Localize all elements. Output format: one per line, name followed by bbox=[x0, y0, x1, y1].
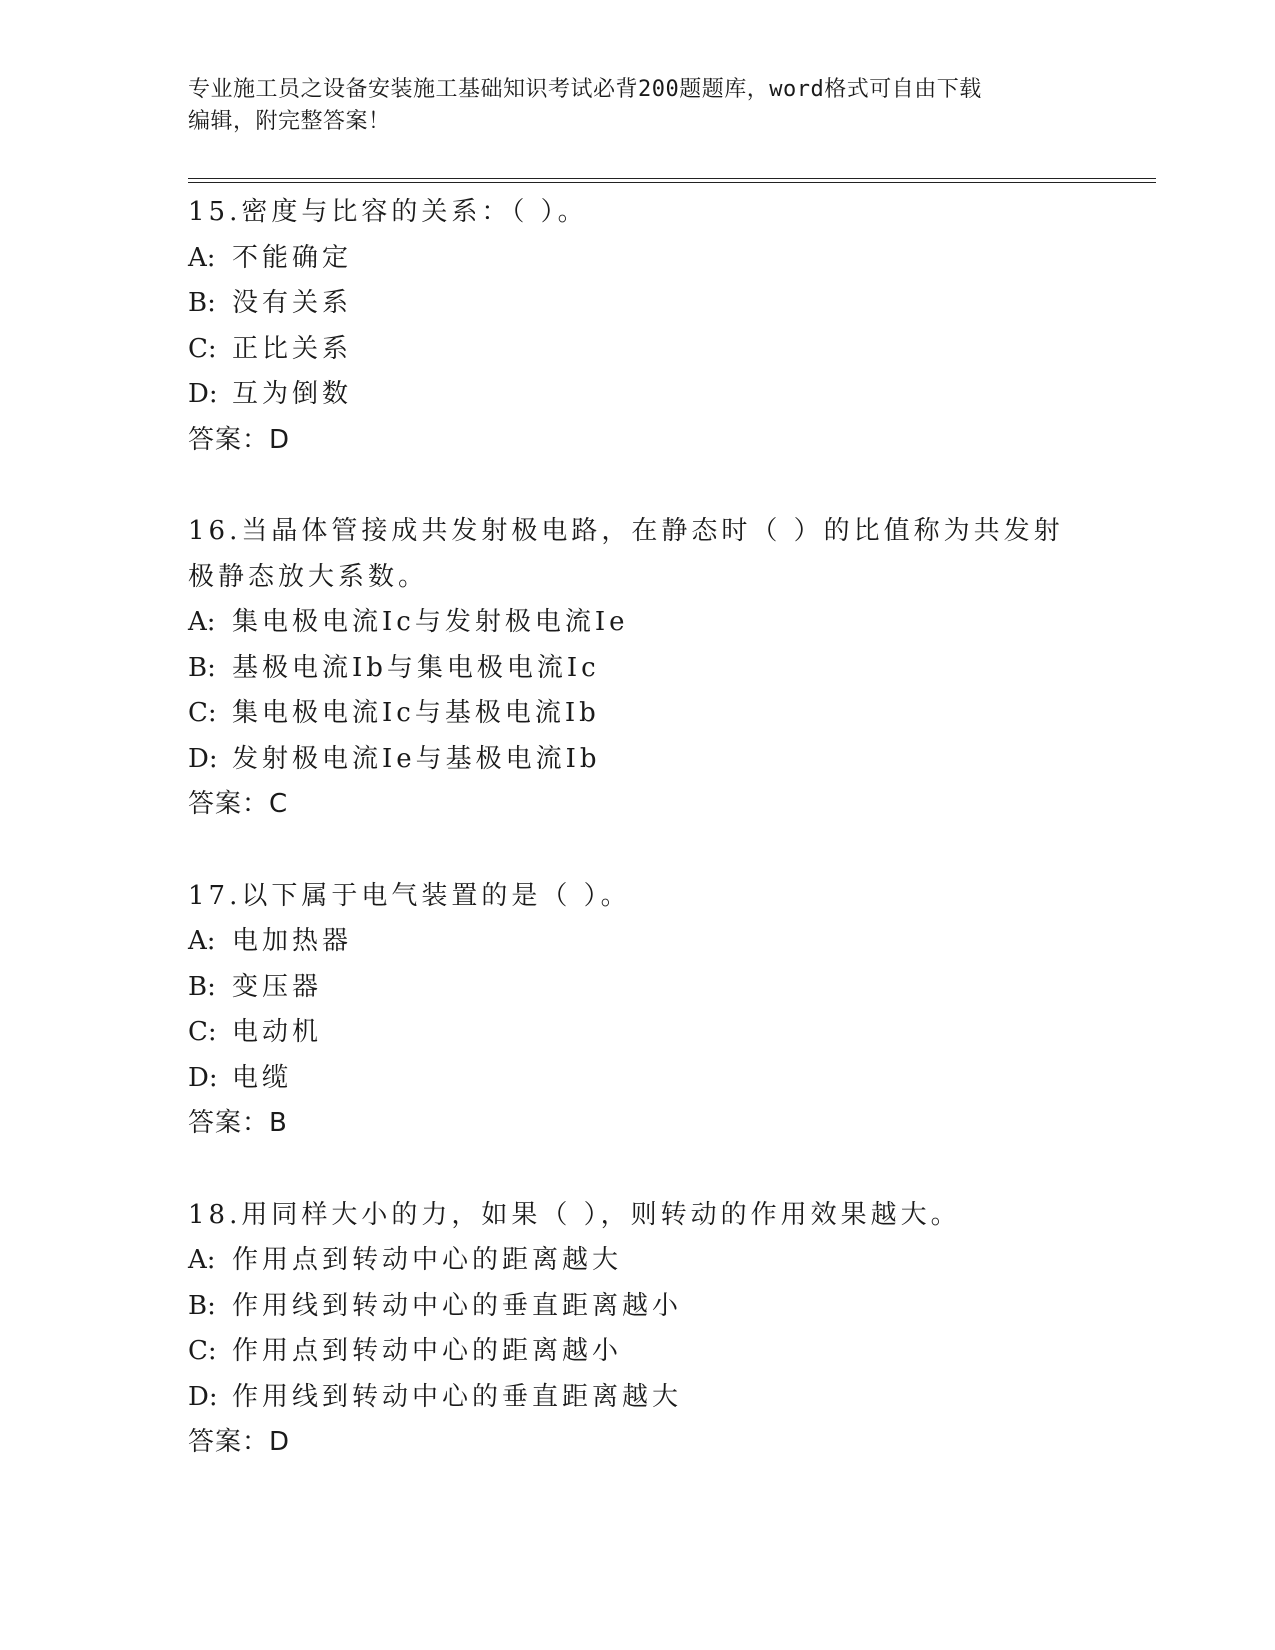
answer-line: 答案：B bbox=[188, 1108, 288, 1138]
question-15 bbox=[188, 190, 1088, 463]
option-d bbox=[188, 372, 1088, 418]
option-text: 没有关系 bbox=[232, 288, 353, 318]
option-d bbox=[188, 737, 1088, 783]
option-text: 变压器 bbox=[232, 971, 323, 1002]
header-line-2: 编辑，附完整答案！ bbox=[188, 109, 391, 134]
document-header bbox=[188, 74, 1068, 138]
question-17 bbox=[188, 874, 1088, 1147]
option-letter: B: bbox=[188, 652, 216, 683]
option-text: 作用线到转动中心的垂直距离越大 bbox=[232, 1381, 683, 1412]
option-letter: B: bbox=[188, 1290, 216, 1321]
option-letter: C: bbox=[188, 1017, 217, 1047]
header-divider bbox=[188, 178, 1156, 183]
option-letter: A: bbox=[188, 607, 216, 637]
option-a bbox=[188, 236, 1088, 282]
option-text: 作用点到转动中心的距离越小 bbox=[232, 1336, 623, 1366]
option-b bbox=[188, 1284, 1088, 1330]
option-letter: D: bbox=[188, 379, 218, 409]
option-letter: D: bbox=[188, 1062, 218, 1093]
option-b bbox=[188, 965, 1088, 1011]
answer-line: 答案：D bbox=[188, 1427, 291, 1457]
option-c bbox=[188, 691, 1088, 737]
question-stem: 18.用同样大小的力，如果（ ），则转动的作用效果越大。 bbox=[188, 1199, 961, 1230]
option-text: 集电极电流Ic与基极电流Ib bbox=[232, 698, 600, 728]
option-d bbox=[188, 1375, 1088, 1421]
option-text: 作用点到转动中心的距离越大 bbox=[232, 1245, 623, 1275]
option-text: 电加热器 bbox=[232, 926, 353, 956]
option-a bbox=[188, 1238, 1088, 1284]
option-letter: A: bbox=[188, 926, 216, 956]
option-text: 电缆 bbox=[232, 1062, 293, 1093]
option-b bbox=[188, 646, 1088, 692]
option-b bbox=[188, 281, 1088, 327]
answer-line: 答案：C bbox=[188, 789, 289, 819]
option-letter: D: bbox=[188, 743, 218, 774]
option-text: 集电极电流Ic与发射极电流Ie bbox=[232, 607, 629, 637]
option-letter: A: bbox=[188, 1245, 216, 1275]
option-a bbox=[188, 919, 1088, 965]
answer-line: 答案：D bbox=[188, 424, 291, 455]
option-c bbox=[188, 1329, 1088, 1375]
option-text: 电动机 bbox=[232, 1017, 323, 1047]
option-letter: A: bbox=[188, 242, 216, 273]
question-stem: 16.当晶体管接成共发射极电路，在静态时（ ）的比值称为共发射极静态放大系数。 bbox=[188, 516, 1064, 592]
option-a bbox=[188, 600, 1088, 646]
option-c bbox=[188, 1010, 1088, 1056]
question-16 bbox=[188, 509, 1088, 828]
question-list bbox=[188, 190, 1088, 1512]
option-c bbox=[188, 327, 1088, 373]
option-text: 正比关系 bbox=[232, 333, 353, 364]
option-letter: B: bbox=[188, 971, 216, 1002]
option-letter: D: bbox=[188, 1381, 218, 1412]
option-d bbox=[188, 1056, 1088, 1102]
option-text: 基极电流Ib与集电极电流Ic bbox=[232, 652, 600, 683]
option-letter: C: bbox=[188, 333, 217, 364]
option-letter: C: bbox=[188, 1336, 217, 1366]
option-letter: C: bbox=[188, 698, 217, 728]
option-letter: B: bbox=[188, 288, 216, 318]
question-18 bbox=[188, 1193, 1088, 1466]
question-stem: 17.以下属于电气装置的是（ ）。 bbox=[188, 880, 631, 911]
question-stem: 15.密度与比容的关系：（ ）。 bbox=[188, 197, 588, 227]
option-text: 发射极电流Ie与基极电流Ib bbox=[232, 743, 601, 774]
option-text: 作用线到转动中心的垂直距离越小 bbox=[232, 1290, 683, 1321]
header-line-1: 专业施工员之设备安装施工基础知识考试必背200题题库，word格式可自由下载 bbox=[188, 77, 982, 102]
option-text: 互为倒数 bbox=[232, 379, 353, 409]
option-text: 不能确定 bbox=[232, 242, 353, 273]
